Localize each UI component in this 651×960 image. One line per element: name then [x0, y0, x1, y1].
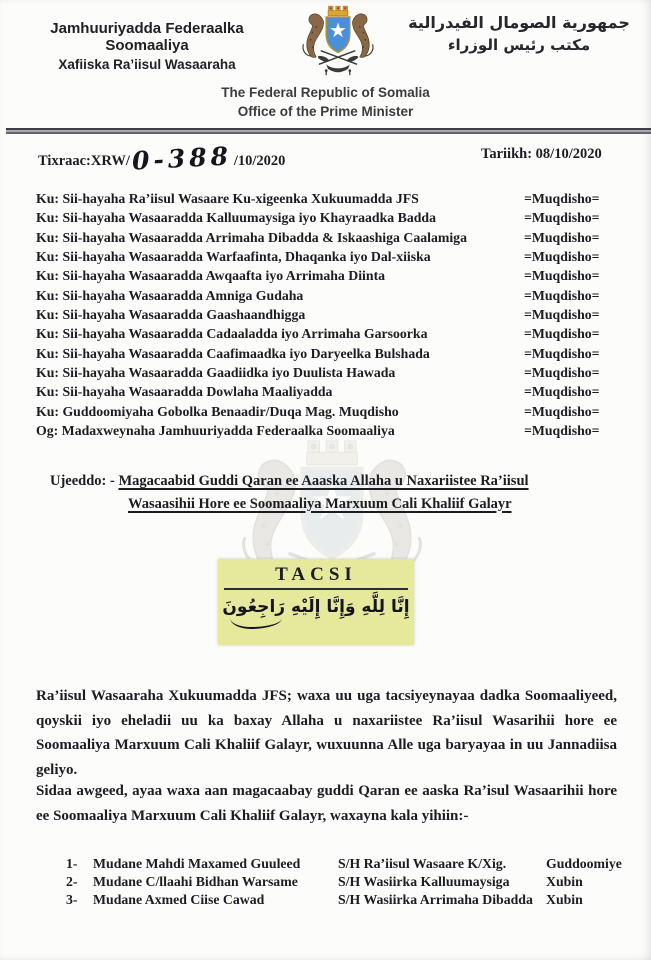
recipient-text: Og: Madaxweynaha Jamhuuriyadda Federaalka Soomaaliya — [36, 423, 395, 439]
recipient-location: =Muqdisho= — [524, 210, 600, 226]
recipient-location: =Muqdisho= — [524, 268, 600, 284]
handwritten-reference-number: 0-388 — [131, 141, 233, 176]
recipient-line — [36, 189, 616, 208]
tacsi-title: TACSI — [275, 564, 357, 585]
recipient-location: =Muqdisho= — [524, 287, 600, 303]
recipient-text: Ku: Sii-hayaha Wasaaradda Arrimaha Dibadda & Iskaashiga Caalamiga — [36, 229, 467, 245]
member-number: 1- — [66, 856, 78, 871]
recipient-line — [36, 286, 616, 305]
member-role: Xubin — [546, 874, 583, 889]
member-number: 3- — [66, 892, 78, 907]
recipient-line — [36, 305, 616, 324]
recipient-text: Ku: Sii-hayaha Wasaaradda Caafimaadka iyo Daryeelka Bulshada — [36, 345, 430, 361]
body-paragraph-1: Ra’iisul Wasaaraha Xukuumadda JFS; waxa uu uga tacsiyeynayaa dadka Soomaaliyeed, qoyskii iyo eheladii uu ka baxay Allaha u naxariistee Ra’iisul Wasarihii hore ee Soomaaliya Marxuum Cali Khaliif Galayr, wuxuunna Alle uga baryayaa in uu Jannadiisa geliyo. — [36, 688, 617, 778]
recipient-line — [36, 402, 616, 421]
letterhead-somali — [14, 20, 280, 73]
org-name-somali: Jamhuuriyadda Federaalka Soomaaliya — [50, 20, 244, 54]
member-name: Mudane C/llaahi Bidhan Warsame — [93, 874, 298, 889]
member-role: Guddoomiye — [546, 856, 622, 871]
recipient-text: Ku: Sii-hayaha Wasaaradda Amniga Gudaha — [36, 287, 304, 303]
subject-line-2 — [128, 493, 615, 516]
date-label: Tariikh: 08/10/2020 — [481, 146, 602, 162]
recipient-text: Ku: Sii-hayaha Wasaaradda Kalluumaysiga iyo Khayraadka Badda — [36, 210, 436, 226]
member-title: S/H Wasiirka Arrimaha Dibadda — [338, 892, 533, 907]
somalia-coat-of-arms-icon — [288, 3, 388, 91]
reference-row — [38, 141, 286, 176]
recipient-line — [36, 266, 616, 285]
recipient-text: Ku: Sii-hayaha Ra’iisul Wasaare Ku-xigeenka Xukuumadda JFS — [36, 191, 419, 206]
recipient-line — [36, 247, 616, 266]
tacsi-box — [218, 559, 414, 645]
recipient-text: Ku: Sii-hayaha Wasaaradda Cadaaladda iyo Arrimaha Garsoorka — [36, 326, 428, 342]
recipient-location: =Muqdisho= — [524, 307, 600, 323]
tacsi-arabic-verse: إِنَّا لِلَّهِ وَإِنَّا إِلَيْهِ رَاجِعُونَ — [222, 597, 410, 617]
subject-line-1 — [50, 470, 615, 493]
recipient-line — [36, 382, 616, 401]
member-name: Mudane Mahdi Maxamed Guuleed — [93, 856, 301, 871]
committee-member-row — [66, 891, 622, 909]
body-paragraph-2: Sidaa awgeed, ayaa waxa aan magacaabay guddi Qaran ee aaska Ra’isul Wasaarihii hore ee Soomaaliya Marxuum Cali Khaliif Galayr, waxayna kala yihiin:- — [36, 783, 617, 824]
committee-member-row — [66, 855, 622, 873]
recipient-location: =Muqdisho= — [524, 345, 600, 361]
recipient-list — [36, 189, 616, 440]
recipient-text: Ku: Sii-hayaha Wasaaradda Gaadiidka iyo Duulista Hawada — [36, 365, 396, 381]
member-title: S/H Wasiirka Kalluumaysiga — [338, 874, 510, 889]
reference-label: Tixraac:XRW/ — [38, 153, 130, 169]
recipient-line — [36, 421, 616, 440]
org-name-arabic: جمهورية الصومال الفيدرالية — [408, 13, 630, 32]
recipient-location: =Muqdisho= — [524, 249, 600, 265]
recipient-line — [36, 228, 616, 247]
recipient-text: Ku: Sii-hayaha Wasaaradda Warfaafinta, Dhaqanka iyo Dal-xiiska — [36, 249, 431, 265]
committee-member-row — [66, 873, 622, 891]
subject-text-1: Magacaabid Guddi Qaran ee Aaaska Allaha u Naxariistee Ra’iisul — [118, 473, 529, 489]
org-name-english: The Federal Republic of Somalia — [221, 85, 430, 100]
member-title: S/H Ra’iisul Wasaare K/Xig. — [338, 856, 507, 871]
calligraphy-tail — [230, 618, 282, 629]
recipient-location: =Muqdisho= — [524, 403, 600, 419]
recipient-location: =Muqdisho= — [524, 365, 600, 381]
committee-list — [66, 855, 622, 909]
office-name-somali: Xafiiska Ra’iisul Wasaaraha — [58, 57, 236, 72]
recipient-location: =Muqdisho= — [524, 384, 600, 400]
header-divider — [6, 128, 651, 134]
member-name: Mudane Axmed Ciise Cawad — [93, 892, 265, 907]
tacsi-divider — [224, 588, 408, 590]
letterhead-arabic — [398, 12, 640, 56]
office-name-arabic: مكتب رئيس الوزراء — [447, 36, 591, 54]
member-role: Xubin — [546, 892, 583, 907]
recipient-line — [36, 363, 616, 382]
recipient-line — [36, 344, 616, 363]
recipient-location: =Muqdisho= — [524, 326, 600, 342]
recipient-text: Ku: Sii-hayaha Wasaaradda Dowlaha Maaliyadda — [36, 384, 333, 400]
recipient-location: =Muqdisho= — [524, 229, 600, 245]
subject-label: Ujeeddo: - — [50, 473, 119, 489]
recipient-text: Ku: Sii-hayaha Wasaaradda Gaashaandhigga — [36, 307, 306, 323]
subject-text-2: Wasaasihii Hore ee Soomaaliya Marxuum Cali Khaliif Galayr — [128, 495, 512, 512]
office-name-english: Office of the Prime Minister — [237, 104, 414, 119]
recipient-text: Ku: Sii-hayaha Wasaaradda Awqaafta iyo Arrimaha Diinta — [36, 268, 386, 284]
subject-block — [50, 470, 615, 515]
recipient-location: =Muqdisho= — [524, 191, 600, 206]
member-number: 2- — [66, 874, 78, 889]
reference-suffix: /10/2020 — [233, 153, 286, 169]
recipient-line — [36, 208, 616, 227]
recipient-line — [36, 324, 616, 343]
recipient-text: Ku: Guddoomiyaha Gobolka Benaadir/Duqa Mag. Muqdisho — [36, 403, 399, 419]
recipient-location: =Muqdisho= — [524, 423, 600, 439]
letterhead-english — [0, 83, 651, 121]
